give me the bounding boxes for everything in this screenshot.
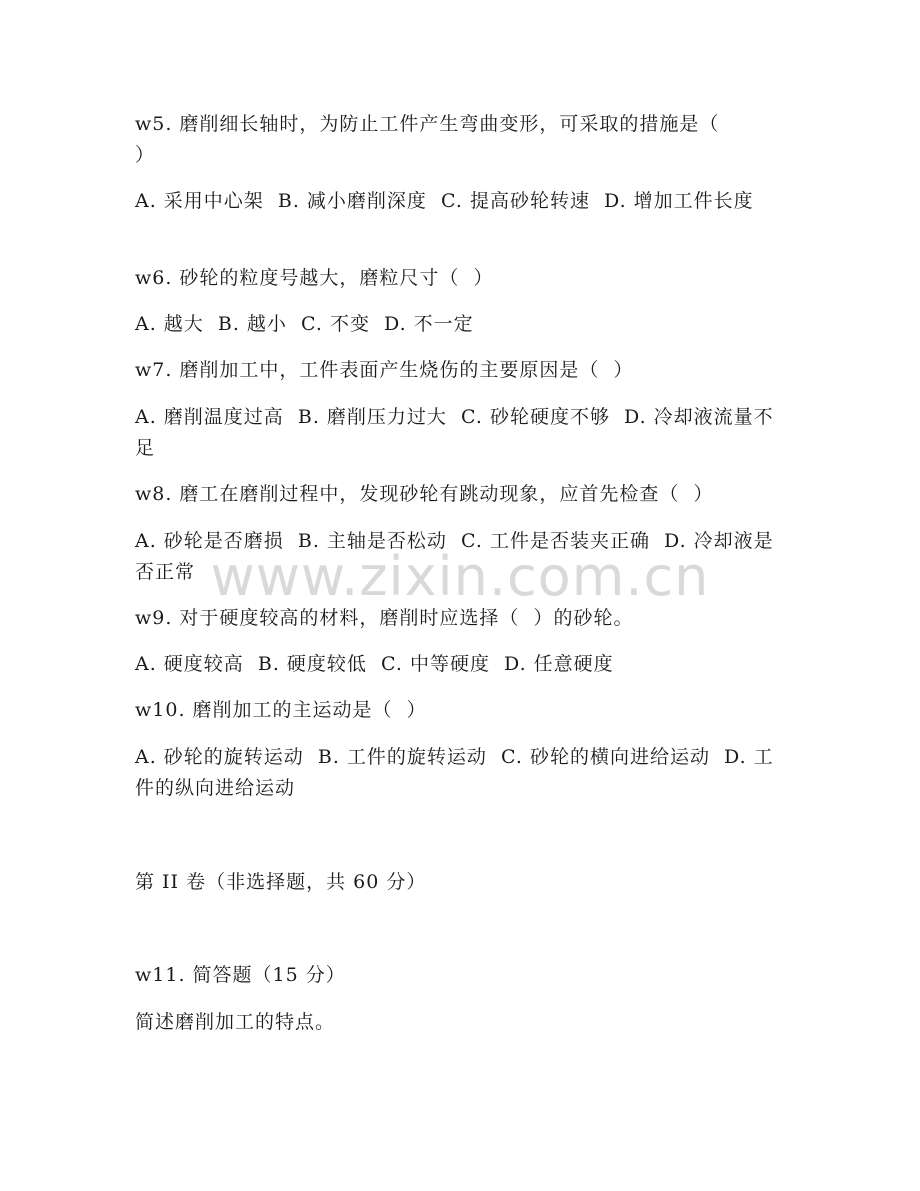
question-9-options: A. 硬度较高 B. 硬度较低 C. 中等硬度 D. 任意硬度 <box>135 653 614 675</box>
question-7-stem: w7. 磨削加工中，工件表面产生烧伤的主要原因是（ ） <box>135 359 634 381</box>
watermark: www.zixin.com.cn <box>210 545 710 608</box>
question-9-stem: w9. 对于硬度较高的材料，磨削时应选择（ ）的砂轮。 <box>135 607 634 629</box>
question-5-stem: w5. 磨削细长轴时，为防止工件产生弯曲变形，可采取的措施是（ ） <box>135 113 720 166</box>
question-5-options: A. 采用中心架 B. 减小磨削深度 C. 提高砂轮转速 D. 增加工件长度 <box>135 190 754 212</box>
question-6-stem: w6. 砂轮的粒度号越大，磨粒尺寸（ ） <box>135 267 494 289</box>
question-11-title: w11. 简答题（15 分） <box>135 964 346 986</box>
section-2-title: 第 II 卷（非选择题，共 60 分） <box>135 871 427 893</box>
question-10-options: A. 砂轮的旋转运动 B. 工件的旋转运动 C. 砂轮的横向进给运动 D. 工件的纵向进给运动 <box>135 746 774 799</box>
question-7-options: A. 磨削温度过高 B. 磨削压力过大 C. 砂轮硬度不够 D. 冷却液流量不足 <box>135 406 774 459</box>
question-10-stem: w10. 磨削加工的主运动是（ ） <box>135 699 427 721</box>
question-8-options: A. 砂轮是否磨损 B. 主轴是否松动 C. 工件是否装夹正确 D. 冷却液是否正常 <box>135 530 774 583</box>
question-11-prompt: 简述磨削加工的特点。 <box>135 1011 336 1033</box>
question-8-stem: w8. 磨工在磨削过程中，发现砂轮有跳动现象，应首先检查（ ） <box>135 483 714 505</box>
question-6-options: A. 越大 B. 越小 C. 不变 D. 不一定 <box>135 313 474 335</box>
